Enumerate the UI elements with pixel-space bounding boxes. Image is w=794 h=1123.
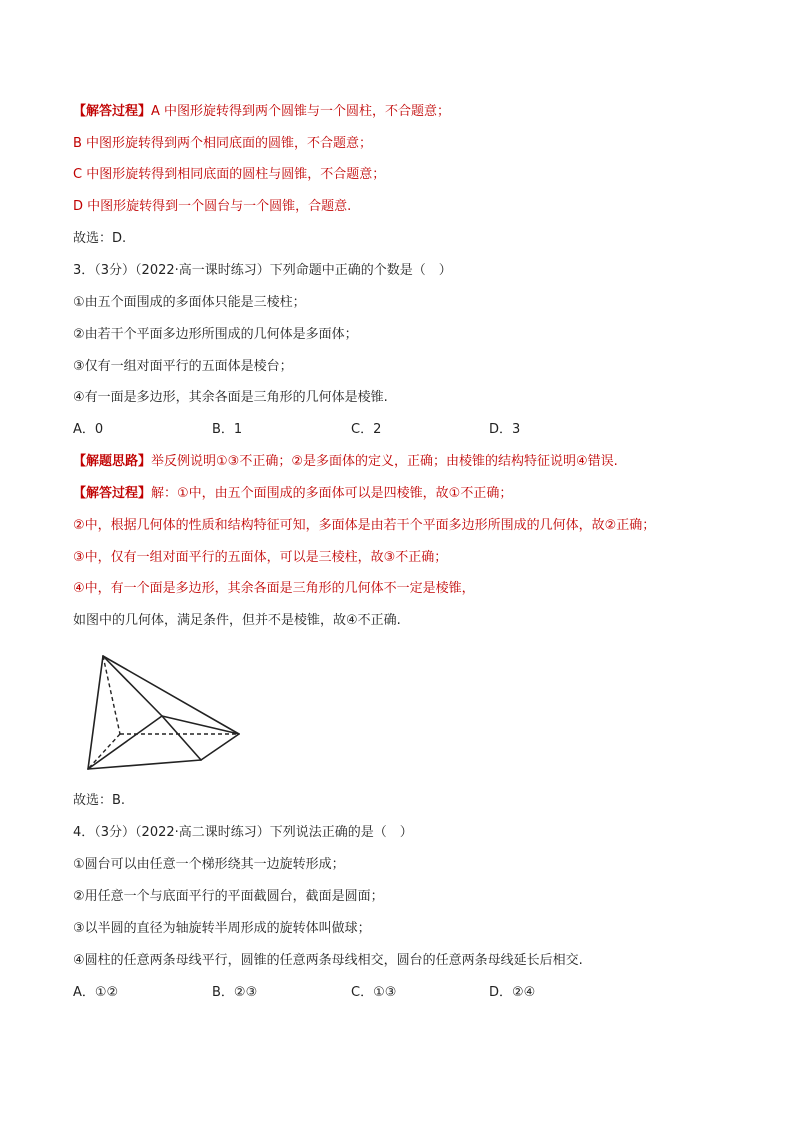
q3-statement-1: ①由五个面围成的多面体只能是三棱柱； [73, 295, 306, 310]
q3-process-line-3: ③中，仅有一组对面平行的五面体，可以是三棱柱，故③不正确； [73, 550, 448, 565]
q4-option-c: C．①③ [351, 985, 397, 1000]
q3-process-line-4: ④中，有一个面是多边形，其余各面是三角形的几何体不一定是棱锥， [73, 581, 475, 596]
edge-base-front [88, 760, 201, 769]
q3-option-a: A．0 [73, 422, 104, 437]
polyhedron-figure [84, 652, 254, 777]
edge-mid-left [88, 716, 162, 769]
q3-process-line-5: 如图中的几何体，满足条件，但并不是棱锥，故④不正确. [73, 613, 401, 628]
q3-process-line-1 [73, 485, 512, 503]
q2-line-d: D 中图形旋转得到一个圆台与一个圆锥，合题意. [73, 199, 352, 214]
q3-idea [73, 453, 618, 471]
q2-process-line-a [73, 103, 450, 121]
edge-apex-right [103, 656, 239, 734]
q2-process-tag: 【解答过程】 [73, 104, 152, 119]
q2-line-a-text: A 中图形旋转得到两个圆锥与一个圆柱，不合题意； [151, 104, 451, 119]
q4-statement-1: ①圆台可以由任意一个梯形绕其一边旋转形成； [73, 857, 345, 872]
q3-process-line1-text: 解：①中，由五个面围成的多面体可以是四棱锥，故①不正确； [151, 486, 513, 501]
q4-option-b: B．②③ [212, 985, 258, 1000]
edge-mid-right [162, 716, 239, 734]
q3-stem: 3．（3分）（2022·高一课时练习）下列命题中正确的个数是（ ） [73, 263, 452, 278]
q4-statement-2: ②用任意一个与底面平行的平面截圆台，截面是圆面； [73, 889, 384, 904]
edge-apex-left [88, 656, 103, 769]
q4-option-d: D．②④ [489, 985, 536, 1000]
q2-answer-text: 故选：D. [73, 231, 127, 246]
q2-line-c: C 中图形旋转得到相同底面的圆柱与圆锥，不合题意； [73, 167, 386, 182]
q3-option-c: C．2 [351, 422, 382, 437]
q3-statement-4: ④有一面是多边形，其余各面是三角形的几何体是棱锥. [73, 390, 388, 405]
q4-statement-3: ③以半圆的直径为轴旋转半周形成的旋转体叫做球； [73, 921, 371, 936]
q2-answer [73, 230, 126, 248]
q2-line-b: B 中图形旋转得到两个相同底面的圆锥，不合题意； [73, 136, 373, 151]
q3-answer: 故选：B. [73, 793, 126, 808]
q4-option-a: A．①② [73, 985, 119, 1000]
q3-option-d: D．3 [489, 422, 521, 437]
edge-front-right [201, 734, 239, 760]
q3-statement-2: ②由若干个平面多边形所围成的几何体是多面体； [73, 327, 358, 342]
q3-option-b: B．1 [212, 422, 243, 437]
edge-mid-front [162, 716, 201, 760]
q4-stem: 4．（3分）（2022·高二课时练习）下列说法正确的是（ ） [73, 825, 413, 840]
q3-statement-3: ③仅有一组对面平行的五面体是棱台； [73, 359, 293, 374]
edge-apex-mid [103, 656, 162, 716]
hidden-edge-back-left [88, 734, 120, 769]
q3-idea-text: 举反例说明①③不正确；②是多面体的定义，正确；由棱锥的结构特征说明④错误. [151, 454, 618, 469]
q4-statement-4: ④圆柱的任意两条母线平行，圆锥的任意两条母线相交，圆台的任意两条母线延长后相交. [73, 953, 583, 968]
hidden-edge-apex-back [103, 656, 120, 734]
q3-process-tag: 【解答过程】 [73, 486, 152, 501]
q3-process-line-2: ②中，根据几何体的性质和结构特征可知，多面体是由若干个平面多边形所围成的几何体，故②正确； [73, 518, 656, 533]
q3-idea-tag: 【解题思路】 [73, 454, 152, 469]
